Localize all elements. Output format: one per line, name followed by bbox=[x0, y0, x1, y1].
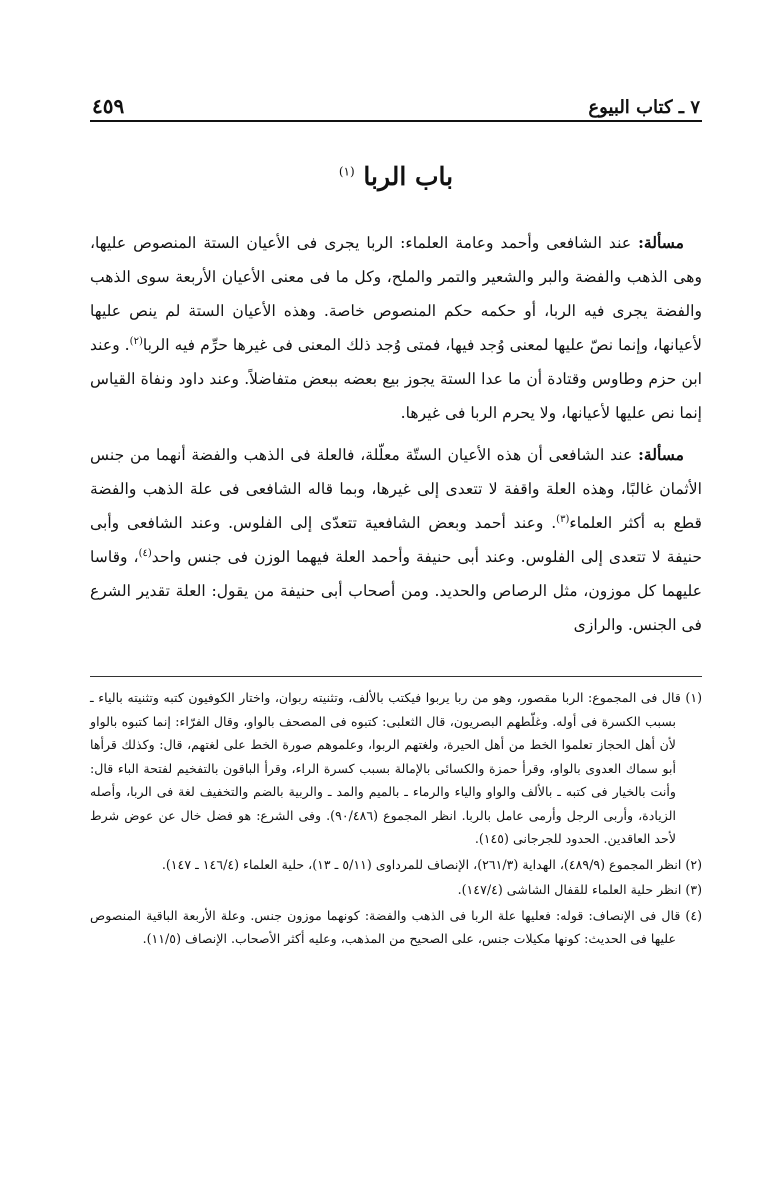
footnotes bbox=[90, 686, 702, 953]
footnote: (٤) قال فى الإنصاف: قوله: فعليها علة الربا فى الذهب والفضة: كونهما موزون جنس. وعلة الأربعة الباقية المنصوص عليها فى الحديث: كونها مكيلات جنس، على الصحيح من المذهب، وعليه أكثر الأصحاب. الإنصاف (١١/٥). bbox=[90, 907, 702, 946]
issue-label: مسألة: bbox=[638, 445, 685, 464]
paragraph-text: ، وقاسا عليهما كل موزون، مثل الرصاص والحديد. ومن أصحاب أبى حنيفة من يقول: العلة تقدير الشرع فى الجنس. والرازى bbox=[90, 548, 702, 634]
chapter-title-text: باب الربا bbox=[363, 162, 454, 191]
paragraph-text: . وعند أحمد وبعض الشافعية تتعدّى إلى الفلوس. وعند الشافعى وأبى حنيفة لا تتعدى إلى الفلوس. وعند أبى حنيفة وأحمد العلة فيهما الوزن فى جنس واحد bbox=[90, 514, 703, 566]
paragraph bbox=[90, 438, 702, 642]
footnote: (٣) انظر حلية العلماء للقفال الشاشى (١٤٧/٤). bbox=[457, 882, 702, 897]
footnote: (٢) انظر المجموع (٤٨٩/٩)، الهداية (٢٦١/٣)، الإنصاف للمرداوى (٥/١١ ـ ١٣)، حلية العلماء (١٤٦/٤ ـ ١٤٧). bbox=[161, 856, 702, 872]
paragraph-text: عند الشافعى أن هذه الأعيان الستّة معلّلة، فالعلة فى الذهب والفضة أنهما من جنس الأثمان غالبًا، وهذه العلة واقفة لا تتعدى إلى غيرها، وبما قاله الشافعى فى علة الذهب والفضة قطع به أكثر العلماء bbox=[90, 446, 702, 532]
footnote-ref: (٣) bbox=[556, 513, 570, 525]
header-rule bbox=[90, 120, 702, 122]
chapter-note-ref: (١) bbox=[338, 164, 355, 179]
paragraph-text: . وعند ابن حزم وطاوس وقتادة أن ما عدا الستة يجوز بيع بعضه ببعض متفاضلاً. وعند داود ونفاة القياس إنما نص عليها لأعيانها، ولا يحرم الربا فى غيرها. bbox=[90, 336, 702, 422]
footnote: (١) قال فى المجموع: الربا مقصور، وهو من ربا يربوا فيكتب بالألف، وتثنيته ربوان، واختار الكوفيون كتبه وتثنيته بالياء ـ بسبب الكسرة فى أوله. وغلّطهم البصريون، قال الثعلبى: كتبوه فى المصحف بالواو، وقال الفرّاء: إنما كتبوه بالواو لأن أهل الحجاز تعلموا الخط من أهل الحيرة، ولغتهم الربوا، وعلموهم صورة الخط على لغتهم، قال: وكذلك قرأها أبو سماك العدوى بالواو، وقرأ حمزة والكسائى بالإمالة بسبب كسرة الراء، وقرأ الباقون بالتفخيم لفتحة الباء قال: وأنت بالخيار فى كتبه ـ بالألف والواو والياء والرماء ـ بالميم والمد ـ والربية بالضم والتخفيف لغة فى الربا، وأصله الزيادة، وأربى الرجل وأرمى عامل بالربا. انظر المجموع (٩٠/٤٨٦). وفى الشرع: هو فضل خال عن عوض شرط لأحد العاقدين. الحدود للجرجانى (١٤٥). bbox=[90, 690, 702, 846]
chapter-title bbox=[90, 162, 702, 191]
footnote-rule bbox=[90, 676, 702, 677]
paragraph-text: عند الشافعى وأحمد وعامة العلماء: الربا يجرى فى الأعيان الستة المنصوص عليها، وهى الذهب والفضة والبر والشعير والتمر والملح، وكل ما فى معنى الأعيان الأربعة سوى الذهب والفضة يجرى فيه الربا، أو حكمه حكم المنصوص خاصة. وهذه الأعيان الستة لم ينص عليها لأعيانها، وإنما نصّ عليها لمعنى وُجد فيها، فمتى وُجد ذلك المعنى فى غيرها حرِّم فيه الربا bbox=[90, 234, 703, 354]
page-number: ٤٥٩ bbox=[92, 94, 125, 118]
paragraph bbox=[90, 226, 702, 430]
main-text bbox=[90, 226, 702, 650]
issue-label: مسألة: bbox=[638, 233, 684, 252]
footnote-ref: (٢) bbox=[129, 335, 143, 347]
running-header bbox=[92, 84, 700, 118]
footnote-ref: (٤) bbox=[138, 547, 152, 559]
header-title: ٧ ـ كتاب البيوع bbox=[588, 97, 700, 118]
